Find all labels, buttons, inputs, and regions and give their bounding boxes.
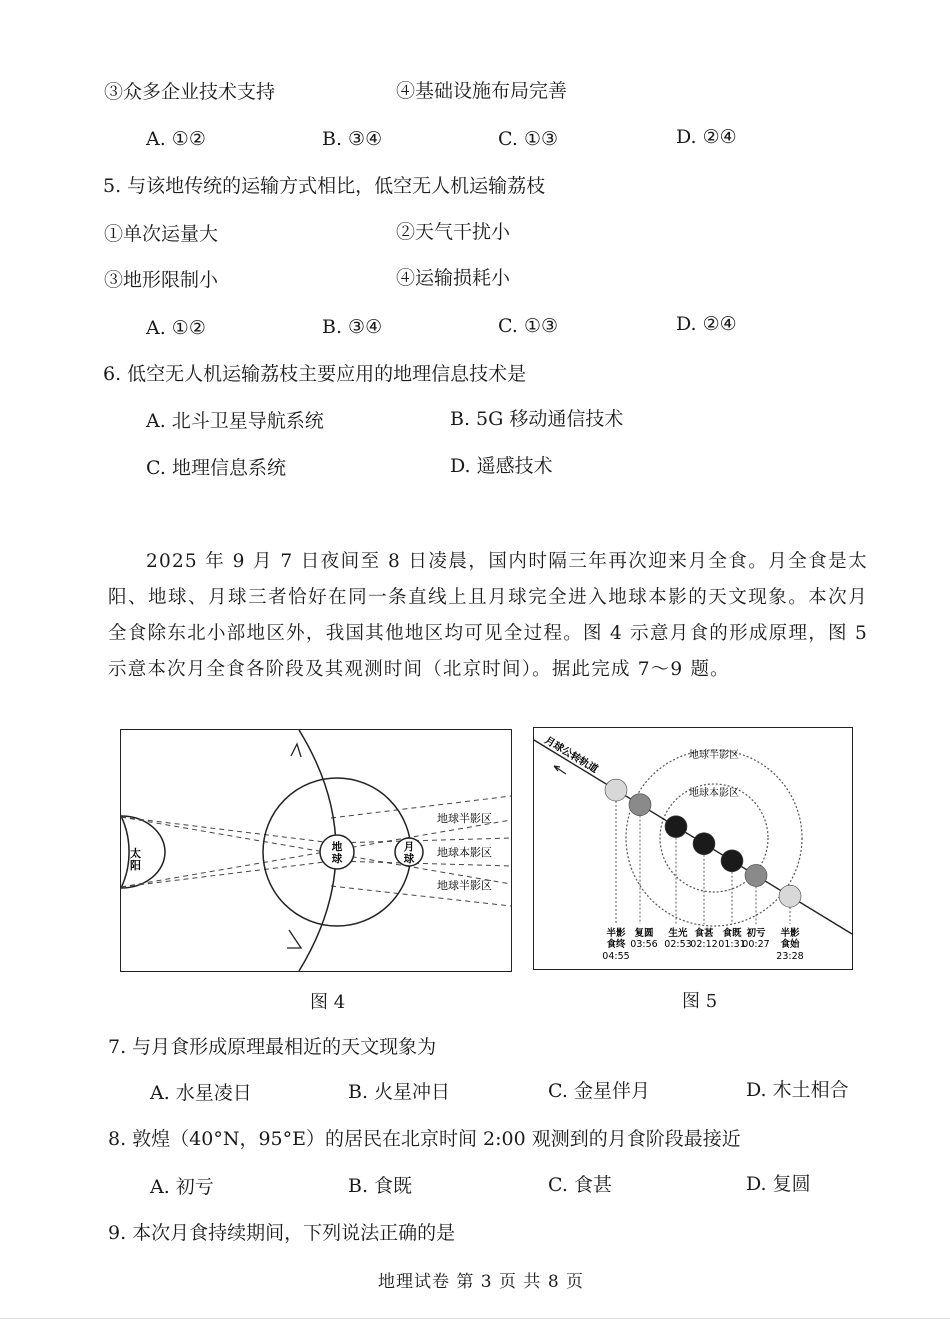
q5-choice-a: A. ①② — [146, 317, 206, 339]
stage-time-3: 02:53 — [664, 939, 692, 950]
penumbra-bottom-label: 地球半影区 — [437, 879, 492, 892]
sun-label: 太阳 — [128, 847, 142, 871]
q4-option-4: ④基础设施布局完善 — [396, 80, 568, 102]
q9-stem: 9. 本次月食持续期间，下列说法正确的是 — [108, 1222, 456, 1244]
q8-choice-a: A. 初亏 — [150, 1176, 214, 1198]
eclipse-passage-text: 2025 年 9 月 7 日夜间至 8 日凌晨，国内时隔三年再次迎来月全食。月全食是太阳、地球、月球三者恰好在同一条直线上且月球完全进入地球本影的天文现象。本次月全食除东北小部地区外，我国其他地区均可见全过程。图 4 示意月食的形成原理，图 5 示意本次月全食各阶段及其观测时间（北京时间）。据此完成 7～9 题。 — [108, 551, 868, 680]
stage-time-5: 01:31 — [718, 939, 746, 950]
orbit-direction-arrow-icon — [554, 766, 566, 774]
figure-4-caption: 图 4 — [310, 992, 346, 1013]
q4-choice-b: B. ③④ — [322, 128, 383, 150]
stage-name-2: 复圆 — [634, 928, 654, 939]
q7-choice-d: D. 木土相合 — [746, 1079, 849, 1101]
figure-4-diagram — [121, 730, 511, 971]
figure-5-diagram — [534, 728, 852, 969]
stage-time-6: 00:27 — [742, 939, 770, 950]
q8-choice-c: C. 食甚 — [548, 1174, 612, 1196]
figure-5 — [533, 727, 853, 970]
moon-position-5 — [721, 850, 743, 872]
q6-choice-a: A. 北斗卫星导航系统 — [146, 410, 324, 432]
stage-time-1: 04:55 — [602, 951, 630, 962]
stage-name-5: 食既 — [722, 928, 742, 939]
eclipse-stage-marks — [602, 779, 803, 962]
q6-choice-c: C. 地理信息系统 — [146, 457, 286, 479]
q7-stem: 7. 与月食形成原理最相近的天文现象为 — [108, 1036, 437, 1058]
penumbra-zone-label: 地球半影区 — [689, 750, 739, 761]
moon-orbit-line — [534, 740, 852, 934]
q5-option-3: ③地形限制小 — [104, 269, 219, 291]
q4-option-3: ③众多企业技术支持 — [104, 81, 276, 103]
page-bottom-rule — [0, 1318, 950, 1319]
moon-position-1 — [605, 779, 627, 801]
q7-choice-a: A. 水星凌日 — [150, 1082, 252, 1104]
q6-choice-d: D. 遥感技术 — [450, 455, 553, 477]
q5-option-4: ④运输损耗小 — [396, 267, 511, 289]
page-footer: 地理试卷 第 3 页 共 8 页 — [378, 1272, 585, 1292]
stage-name-3: 生光 — [668, 928, 688, 939]
stage-name-7: 半影食始 — [780, 928, 800, 950]
stage-time-2: 03:56 — [630, 939, 658, 950]
figure-5-caption: 图 5 — [682, 991, 718, 1012]
stage-name-1: 半影食终 — [606, 928, 626, 950]
orbit-arrow-bottom-icon — [287, 930, 301, 948]
q5-choice-d: D. ②④ — [676, 313, 737, 335]
figure-4 — [120, 729, 512, 972]
stage-name-4: 食甚 — [694, 928, 714, 939]
moon-position-2 — [629, 794, 651, 816]
moon-position-4 — [693, 833, 715, 855]
q7-choice-c: C. 金星伴月 — [548, 1080, 650, 1102]
q5-choice-c: C. ①③ — [498, 315, 559, 337]
q4-choice-c: C. ①③ — [498, 128, 559, 150]
orbit-arrow-top-icon — [291, 744, 301, 757]
q4-choice-a: A. ①② — [146, 128, 206, 150]
q4-choice-d: D. ②④ — [676, 126, 737, 148]
eclipse-passage — [108, 544, 868, 688]
q6-stem: 6. 低空无人机运输荔枝主要应用的地理信息技术是 — [103, 363, 527, 385]
stage-name-6: 初亏 — [746, 928, 766, 939]
stage-time-4: 02:12 — [690, 939, 718, 950]
moon-label: 月球 — [403, 841, 415, 865]
stage-time-7: 23:28 — [776, 951, 804, 962]
q5-stem: 5. 与该地传统的运输方式相比，低空无人机运输荔枝 — [103, 175, 546, 197]
q5-choice-b: B. ③④ — [322, 316, 383, 338]
q5-option-1: ①单次运量大 — [104, 223, 219, 245]
moon-orbit-label: 月球公转轨道 — [542, 735, 600, 776]
umbra-label: 地球本影区 — [437, 846, 492, 859]
umbra-zone-label: 地球本影区 — [689, 788, 739, 799]
q7-choice-b: B. 火星冲日 — [348, 1081, 451, 1103]
q5-option-2: ②天气干扰小 — [396, 221, 511, 243]
penumbra-top-label: 地球半影区 — [437, 812, 492, 825]
q8-stem: 8. 敦煌（40°N，95°E）的居民在北京时间 2:00 观测到的月食阶段最接近 — [108, 1128, 741, 1150]
moon-position-6 — [745, 864, 767, 886]
q8-choice-b: B. 食既 — [348, 1175, 413, 1197]
moon-position-3 — [665, 816, 687, 838]
q6-choice-b: B. 5G 移动通信技术 — [450, 408, 624, 430]
moon-position-7 — [779, 885, 801, 907]
q8-choice-d: D. 复圆 — [746, 1173, 811, 1195]
earth-label: 地球 — [331, 841, 343, 865]
penumbra-circle — [626, 750, 802, 926]
